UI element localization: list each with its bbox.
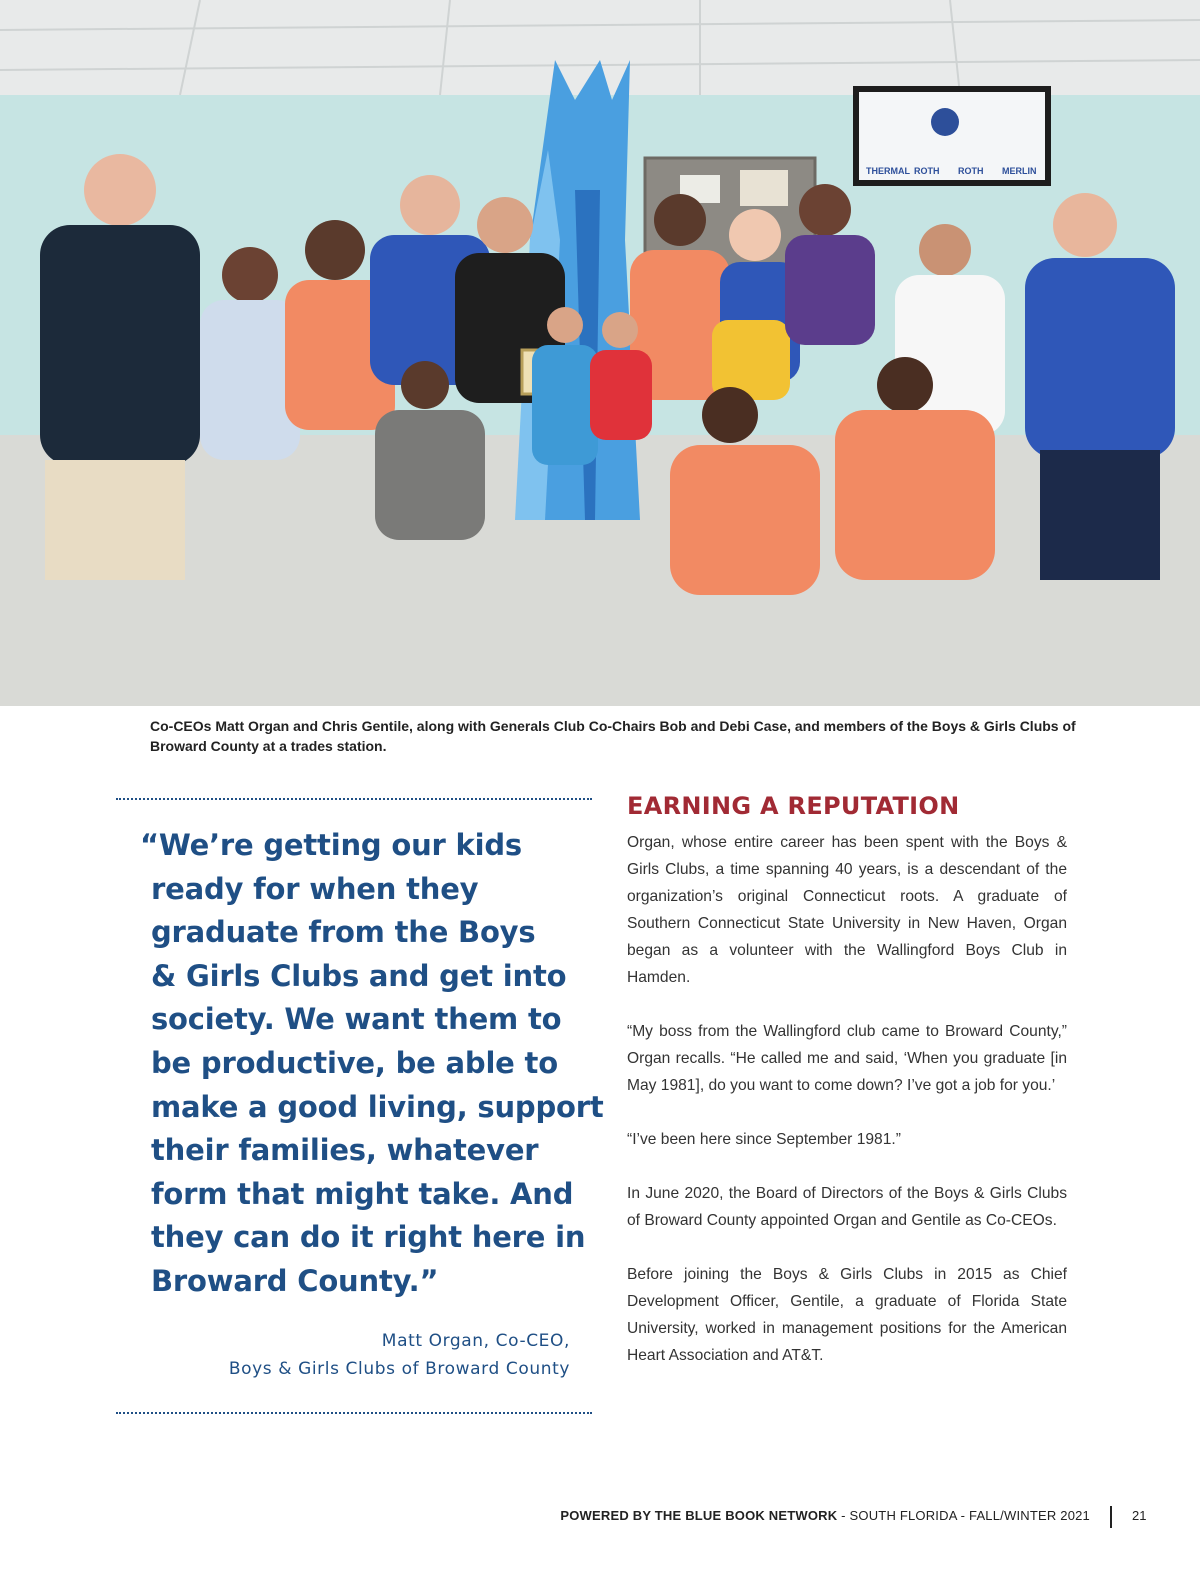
- section-heading: EARNING A REPUTATION: [627, 792, 960, 820]
- article-paragraph: Organ, whose entire career has been spent with the Boys & Girls Clubs, a time spanning 40 years, is a descendant of the organization’s original Connecticut roots. A graduate of Southern Connecticut State University in New Haven, Organ began as a volunteer with the Wallingford Boys Club in Hamden.: [627, 834, 1067, 986]
- tv-label-1: THERMAL: [866, 166, 910, 176]
- article-paragraph: In June 2020, the Board of Directors of the Boys & Girls Clubs of Broward County appointed Organ and Gentile as Co-CEOs.: [627, 1185, 1067, 1229]
- quote-line: & Girls Clubs and get into: [151, 958, 567, 993]
- quote-line: form that might take. And: [151, 1176, 574, 1211]
- attribution-name: Matt Organ, Co-CEO,: [381, 1331, 570, 1351]
- article-paragraph: “My boss from the Wallingford club came to Broward County,” Organ recalls. “He called me and said, ‘When you graduate [in May 1981], do you want to come down? I’ve got a job for you.’: [627, 1023, 1067, 1094]
- quote-line: they can do it right here in: [151, 1220, 586, 1255]
- quote-line: their families, whatever: [151, 1133, 539, 1168]
- page-footer: [0, 1506, 1200, 1530]
- tv-label-3: ROTH: [958, 166, 984, 176]
- quote-divider-bottom: [116, 1412, 592, 1414]
- footer-divider: [1110, 1506, 1112, 1528]
- quote-line: be productive, be able to: [151, 1045, 558, 1080]
- article-paragraph: “I’ve been here since September 1981.”: [627, 1131, 901, 1148]
- footer-brand: POWERED BY THE BLUE BOOK NETWORK: [560, 1508, 838, 1523]
- article-body: [627, 829, 1067, 1396]
- attribution-org: Boys & Girls Clubs of Broward County: [228, 1359, 570, 1379]
- page-number: 21: [1132, 1508, 1147, 1523]
- footer-edition: - SOUTH FLORIDA - FALL/WINTER 2021: [837, 1508, 1090, 1523]
- group-photo: [0, 0, 1200, 706]
- article-paragraph: Before joining the Boys & Girls Clubs in 2015 as Chief Development Officer, Gentile, a graduate of Florida State University, worked in management positions for the American Heart Association and AT&T.: [627, 1266, 1067, 1364]
- quote-line: society. We want them to: [151, 1002, 562, 1037]
- quote-line: graduate from the Boys: [151, 915, 536, 950]
- quote-attribution: [229, 1327, 570, 1383]
- quote-line: ready for when they: [151, 871, 479, 906]
- tv-label-4: MERLIN: [1002, 166, 1037, 176]
- footer-text: [560, 1508, 1090, 1523]
- quote-line: “We’re getting our kids: [140, 828, 522, 862]
- pull-quote: [140, 824, 604, 1304]
- quote-line: Broward County.”: [151, 1263, 439, 1298]
- quote-divider-top: [116, 798, 592, 800]
- photo-illustration: [0, 0, 1200, 706]
- photo-caption: Co-CEOs Matt Organ and Chris Gentile, along with Generals Club Co-Chairs Bob and Debi Case, and members of the Boys & Girls Clubs of Broward County at a trades station.: [150, 718, 1076, 754]
- quote-line: make a good living, support: [151, 1089, 604, 1124]
- tv-label-2: ROTH: [914, 166, 940, 176]
